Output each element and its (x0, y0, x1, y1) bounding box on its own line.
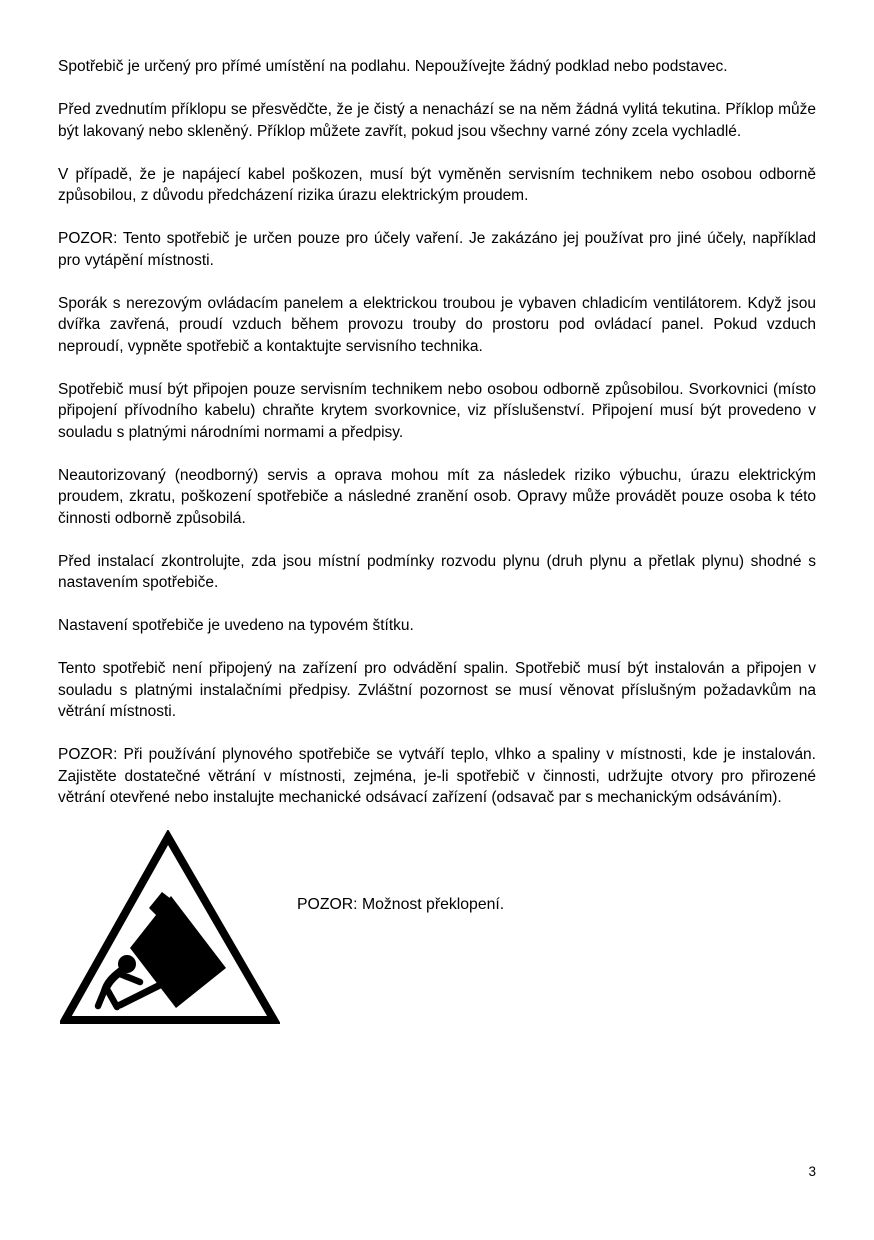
paragraph-gas-conditions: Před instalací zkontrolujte, zda jsou místní podmínky rozvodu plynu (druh plynu a přetlak plynu) shodné s nastavením spotřebiče. (58, 552, 816, 591)
paragraph-flue-ventilation: Tento spotřebič není připojený na zařízení pro odvádění spalin. Spotřebič musí být instalován a připojen v souladu s platnými instalačními předpisy. Zvláštní pozornost se musí věnovat příslušným požadavkům na větrání místnosti. (58, 660, 816, 720)
paragraph-power-cable: V případě, že je napájecí kabel poškozen, musí být vyměněn servisním technikem nebo osobou odborně způsobilou, z důvodu předcházení rizika úrazu elektrickým proudem. (58, 165, 816, 204)
tip-over-warning-triangle-icon (60, 830, 280, 1026)
paragraph-unauthorized-service: Neautorizovaný (neodborný) servis a oprava mohou mít za následek riziko výbuchu, úrazu elektrickým proudem, zkratu, poškození spotřebiče a následné zranění osob. Opravy může provádět pouze osoba k této činnosti odborně způsobilá. (58, 466, 816, 527)
paragraph-gas-ventilation-warning: POZOR: Při používání plynového spotřebiče se vytváří teplo, vlhko a spaliny v místnosti, kde je instalován. Zajistěte dostatečné větrání v místnosti, zejména, je-li spotřebič v činnosti, udržujte otvory pro přirozené větrání otevřené nebo instalujte mechanické odsávací zařízení (odsavač par s mechanickým odsáváním). (58, 746, 816, 806)
tip-over-warning-label: POZOR: Možnost překlopení. (297, 896, 505, 913)
page-number: 3 (808, 1164, 816, 1179)
paragraph-cooking-only-warning: POZOR: Tento spotřebič je určen pouze pro účely vaření. Je zakázáno jej používat pro jiné účely, například pro vytápění místnosti. (58, 230, 816, 269)
paragraph-cooling-fan: Sporák s nerezovým ovládacím panelem a elektrickou troubou je vybaven chladicím ventilátorem. Když jsou dvířka zavřená, proudí vzduch během provozu trouby do prostoru pod ovládací panel. Pokud vzduch neproudí, vypněte spotřebič a kontaktujte servisního technika. (58, 294, 816, 355)
paragraph-rating-plate: Nastavení spotřebiče je uvedeno na typovém štítku. (58, 617, 414, 634)
paragraph-floor-placement: Spotřebič je určený pro přímé umístění na podlahu. Nepoužívejte žádný podklad nebo podstavec. (58, 58, 728, 75)
paragraph-lid: Před zvednutím příklopu se přesvědčte, že je čistý a nenachází se na něm žádná vylitá tekutina. Příklop může být lakovaný nebo skleněný. Příklop můžete zavřít, pokud jsou všechny varné zóny zcela vychladlé. (58, 101, 816, 140)
tip-over-warning (0, 830, 874, 1026)
paragraph-connection: Spotřebič musí být připojen pouze servisním technikem nebo osobou odborně způsobilou. Svorkovnici (místo připojení přívodního kabelu) chraňte krytem svorkovnice, viz příslušenství. Připojení musí být provedeno v souladu s platnými národními normami a předpisy. (58, 380, 816, 441)
